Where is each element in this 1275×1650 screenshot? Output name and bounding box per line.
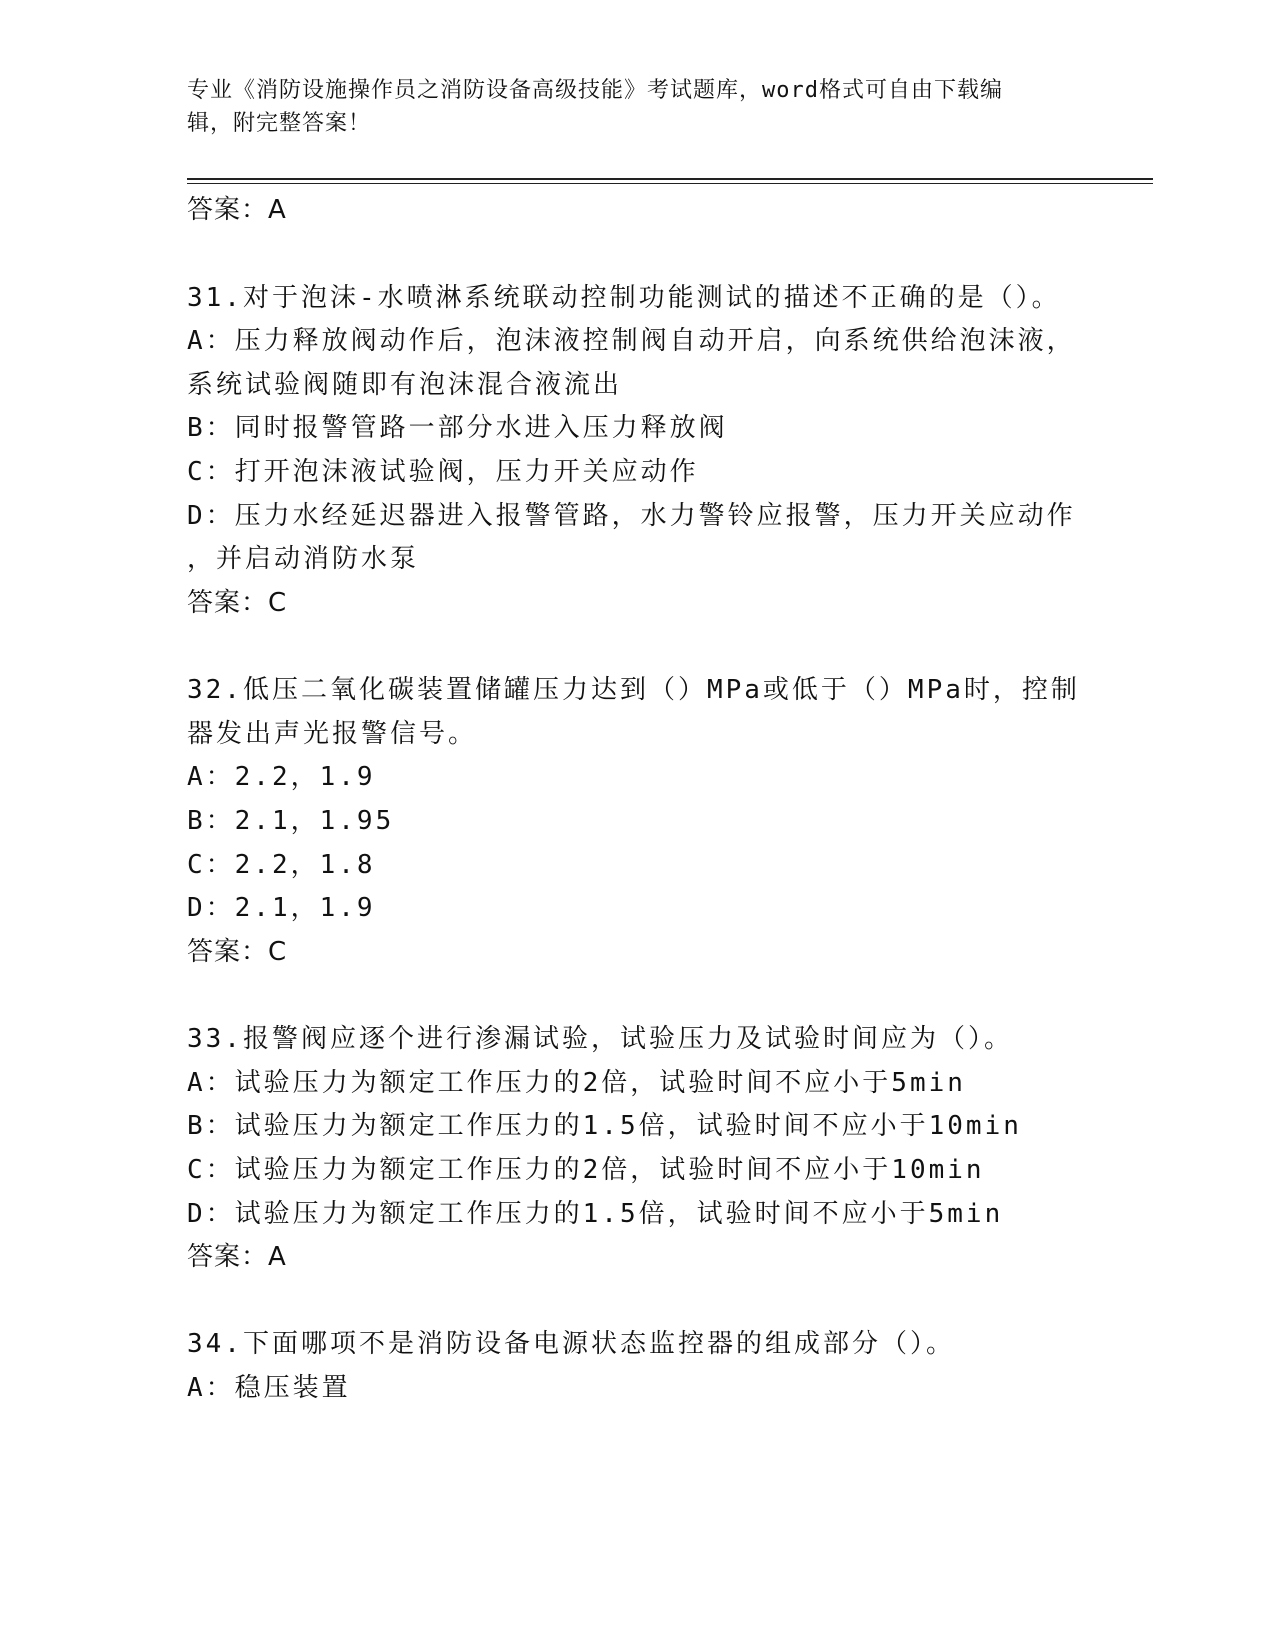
question-34-stem: 34.下面哪项不是消防设备电源状态监控器的组成部分（）。 [187, 1329, 955, 1359]
question-33-option-c: C：试验压力为额定工作压力的2倍，试验时间不应小于10min [187, 1155, 985, 1185]
document-header [187, 74, 1067, 140]
header-rule-thick [187, 178, 1153, 180]
question-31-answer: 答案：C [187, 588, 288, 618]
header-rule-thin [187, 183, 1153, 184]
answer-prev: 答案：A [187, 195, 287, 225]
question-32-stem-cont: 器发出声光报警信号。 [187, 719, 478, 749]
question-32-option-a: A：2.2，1.9 [187, 762, 376, 792]
question-31-option-b: B：同时报警管路一部分水进入压力释放阀 [187, 413, 728, 443]
question-31-option-a: A：压力释放阀动作后，泡沫液控制阀自动开启，向系统供给泡沫液， [187, 326, 1076, 356]
question-33-answer: 答案：A [187, 1242, 287, 1272]
question-32-stem: 32.低压二氧化碳装置储罐压力达到（）MPa或低于（）MPa时，控制 [187, 675, 1080, 705]
question-31-option-d: D：压力水经延迟器进入报警管路，水力警铃应报警，压力开关应动作 [187, 501, 1076, 531]
header-line-2: 辑，附完整答案！ [187, 111, 372, 136]
question-31-option-a-cont: 系统试验阀随即有泡沫混合液流出 [187, 370, 623, 400]
question-34-option-a: A：稳压装置 [187, 1373, 351, 1403]
question-32-option-b: B：2.1，1.95 [187, 806, 395, 836]
question-31-option-c: C：打开泡沫液试验阀，压力开关应动作 [187, 457, 699, 487]
question-33-option-b: B：试验压力为额定工作压力的1.5倍，试验时间不应小于10min [187, 1111, 1022, 1141]
question-32-option-d: D：2.1，1.9 [187, 893, 376, 923]
header-line-1: 专业《消防设施操作员之消防设备高级技能》考试题库，word格式可自由下载编 [187, 78, 1003, 103]
question-32-option-c: C：2.2，1.8 [187, 850, 376, 880]
question-32-answer: 答案：C [187, 937, 288, 967]
question-31-option-d-cont: ，并启动消防水泵 [187, 544, 420, 574]
question-33-stem: 33.报警阀应逐个进行渗漏试验，试验压力及试验时间应为（）。 [187, 1024, 1013, 1054]
question-33-option-d: D：试验压力为额定工作压力的1.5倍，试验时间不应小于5min [187, 1199, 1004, 1229]
question-31-stem: 31.对于泡沫-水喷淋系统联动控制功能测试的描述不正确的是（）。 [187, 283, 1061, 313]
question-33-option-a: A：试验压力为额定工作压力的2倍，试验时间不应小于5min [187, 1068, 966, 1098]
